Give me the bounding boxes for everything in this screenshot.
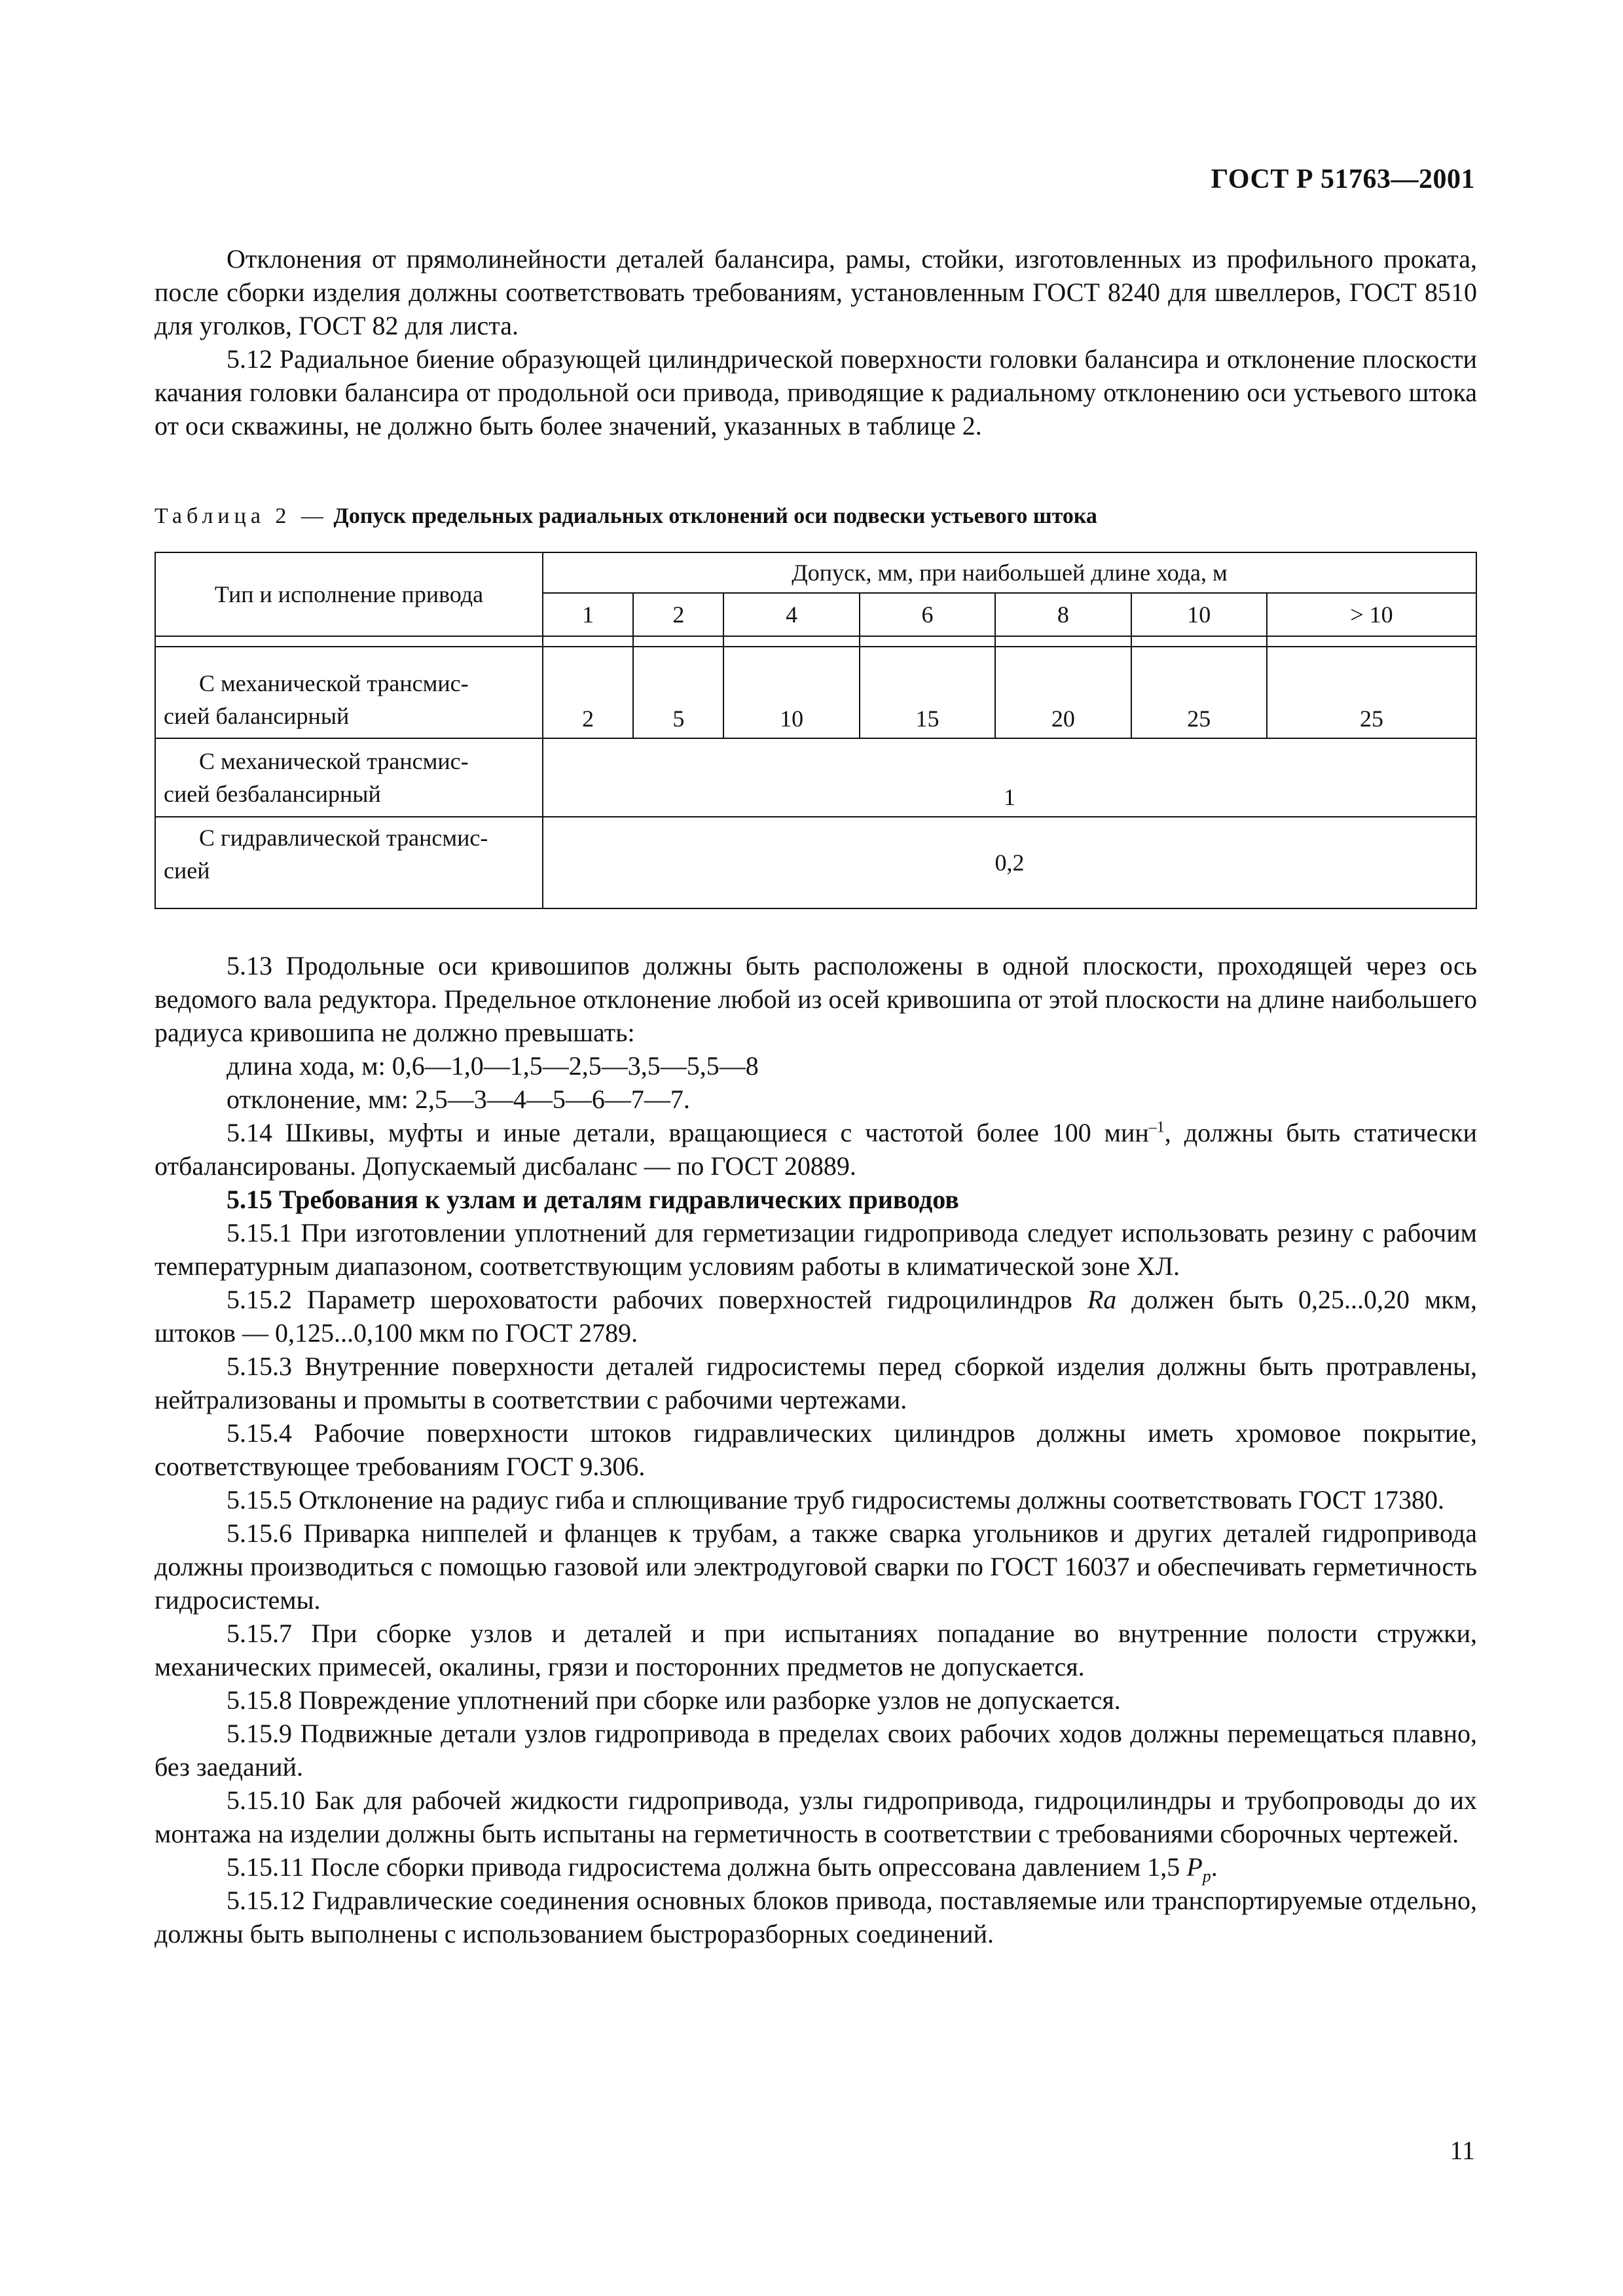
merged-value-cell: 1 bbox=[543, 738, 1476, 817]
row-type-line1: С механической трансмис- bbox=[199, 670, 469, 696]
paragraph-5-15-12: 5.15.12 Гидравлические соединения основных блоков привода, поставляемые или транспортируемые отдельно, должны быть выполнены с использованием быстроразборных соединений. bbox=[155, 1886, 1477, 1948]
tolerance-table bbox=[155, 552, 1477, 909]
stroke-length-cell: 6 bbox=[860, 593, 995, 636]
paragraph-5-15-5: 5.15.5 Отклонение на радиус гиба и сплющивание труб гидросистемы должны соответствовать ГОСТ 17380. bbox=[227, 1485, 1444, 1515]
table-caption-prefix: Таблица 2 — bbox=[155, 504, 328, 528]
row-type-line1: С механической трансмис- bbox=[199, 748, 469, 774]
row-type-line2: сией безбалансирный bbox=[164, 781, 381, 807]
value-cell: 5 bbox=[633, 647, 723, 738]
value-cell: 25 bbox=[1267, 647, 1476, 738]
heading-5-15: 5.15 Требования к узлам и деталям гидравлических приводов bbox=[227, 1185, 959, 1214]
row-type-cell bbox=[155, 817, 543, 908]
paragraph-5-15-9: 5.15.9 Подвижные детали узлов гидропривода в пределах своих рабочих ходов должны перемещаться плавно, без заеданий. bbox=[155, 1719, 1477, 1782]
stroke-length-cell: 4 bbox=[723, 593, 859, 636]
table-row bbox=[155, 817, 1476, 908]
value-cell: 2 bbox=[543, 647, 633, 738]
value-cell: 15 bbox=[860, 647, 995, 738]
row-type-cell bbox=[155, 647, 543, 738]
paragraph-5-15-1: 5.15.1 При изготовлении уплотнений для герметизации гидропривода следует использовать резину с рабочим температурным диапазоном, соответствующим условиям работы в климатической зоне ХЛ. bbox=[155, 1218, 1477, 1281]
paragraph-5-15-7: 5.15.7 При сборке узлов и деталей и при испытаниях попадание во внутренние полости стружки, механических примесей, окалины, грязи и посторонних предметов не допускается. bbox=[155, 1619, 1477, 1681]
stroke-length-cell: 2 bbox=[633, 593, 723, 636]
paragraph-5-13: 5.13 Продольные оси кривошипов должны быть расположены в одной плоскости, проходящей через ось ведомого вала редуктора. Предельное отклонение любой из осей кривошипа от этой плоскости на длине наибольшего радиуса кривошипа не должно превышать: bbox=[155, 951, 1477, 1047]
value-cell: 20 bbox=[995, 647, 1131, 738]
paragraph-5-15-3: 5.15.3 Внутренние поверхности деталей гидросистемы перед сборкой изделия должны быть протравлены, нейтрализованы и промыты в соответствии с рабочими чертежами. bbox=[155, 1352, 1477, 1414]
paragraph-5-14: 5.14 Шкивы, муфты и иные детали, вращающиеся с частотой более 100 мин$^{-1}$, должны быть статически отбалансированы. Допускаемый дисбаланс — по ГОСТ 20889. bbox=[155, 1118, 1477, 1181]
table-caption-title: Допуск предельных радиальных отклонений оси подвески устьевого штока bbox=[333, 504, 1097, 528]
table-caption bbox=[155, 504, 1097, 529]
paragraph-5-15-8: 5.15.8 Повреждение уплотнений при сборке или разборке узлов не допускается. bbox=[227, 1685, 1121, 1715]
header-type-cell: Тип и исполнение привода bbox=[155, 552, 543, 636]
stroke-length-cell: 8 bbox=[995, 593, 1131, 636]
table-header-row bbox=[155, 552, 1476, 593]
standard-header: ГОСТ Р 51763—2001 bbox=[1211, 164, 1475, 194]
paragraph-5-15-10: 5.15.10 Бак для рабочей жидкости гидропривода, узлы гидропривода, гидроцилиндры и трубопроводы до их монтажа на изделии должны быть испытаны на герметичность в соответствии с требованиями сборочных чертежей. bbox=[155, 1785, 1477, 1848]
intro-section bbox=[155, 242, 1477, 442]
paragraph-5-15-4: 5.15.4 Рабочие поверхности штоков гидравлических цилиндров должны иметь хромовое покрытие, соответствующее требованиям ГОСТ 9.306. bbox=[155, 1418, 1477, 1481]
row-type-cell bbox=[155, 738, 543, 817]
main-section bbox=[155, 949, 1477, 1950]
value-cell: 25 bbox=[1131, 647, 1267, 738]
stroke-length-cell: > 10 bbox=[1267, 593, 1476, 636]
table-row bbox=[155, 738, 1476, 817]
merged-value-cell: 0,2 bbox=[543, 817, 1476, 908]
table-row bbox=[155, 647, 1476, 738]
stroke-length-cell: 10 bbox=[1131, 593, 1267, 636]
row-type-line2: сией балансирный bbox=[164, 703, 350, 729]
deviation-list: отклонение, мм: 2,5—3—4—5—6—7—7. bbox=[227, 1085, 690, 1114]
header-tolerance-group: Допуск, мм, при наибольшей длине хода, м bbox=[543, 552, 1476, 593]
paragraph-5-15-11: 5.15.11 После сборки привода гидросистема должна быть опрессована давлением 1,5 $P_p$. bbox=[227, 1852, 1218, 1886]
paragraph-5-15-2: 5.15.2 Параметр шероховатости рабочих поверхностей гидроцилиндров Ra должен быть 0,25...0,20 мкм, штоков — 0,125...0,100 мкм по ГОСТ 2789. bbox=[155, 1285, 1478, 1348]
value-cell: 10 bbox=[723, 647, 859, 738]
stroke-length-list: длина хода, м: 0,6—1,0—1,5—2,5—3,5—5,5—8 bbox=[227, 1051, 759, 1081]
paragraph-profile-deviation: Отклонения от прямолинейности деталей балансира, рамы, стойки, изготовленных из профильного проката, после сборки изделия должны соответствовать требованиям, установленным ГОСТ 8240 для швеллеров, ГОСТ 8510 для уголков, ГОСТ 82 для листа. bbox=[155, 244, 1477, 340]
table-separator-row bbox=[155, 636, 1476, 647]
paragraph-5-15-6: 5.15.6 Приварка ниппелей и фланцев к трубам, а также сварка угольников и других деталей гидропривода должны производиться с помощью газовой или электродуговой сварки по ГОСТ 16037 и обеспечивать герметичность гидросистемы. bbox=[155, 1518, 1477, 1615]
row-type-line1: С гидравлической трансмис- bbox=[199, 825, 488, 851]
row-type-line2: сией bbox=[164, 857, 210, 884]
page-number: 11 bbox=[1450, 2136, 1475, 2165]
paragraph-5-12: 5.12 Радиальное биение образующей цилиндрической поверхности головки балансира и отклонение плоскости качания головки балансира от продольной оси привода, приводящие к радиальному отклонению оси устьевого штока от оси скважины, не должно быть более значений, указанных в таблице 2. bbox=[155, 344, 1477, 440]
stroke-length-cell: 1 bbox=[543, 593, 633, 636]
